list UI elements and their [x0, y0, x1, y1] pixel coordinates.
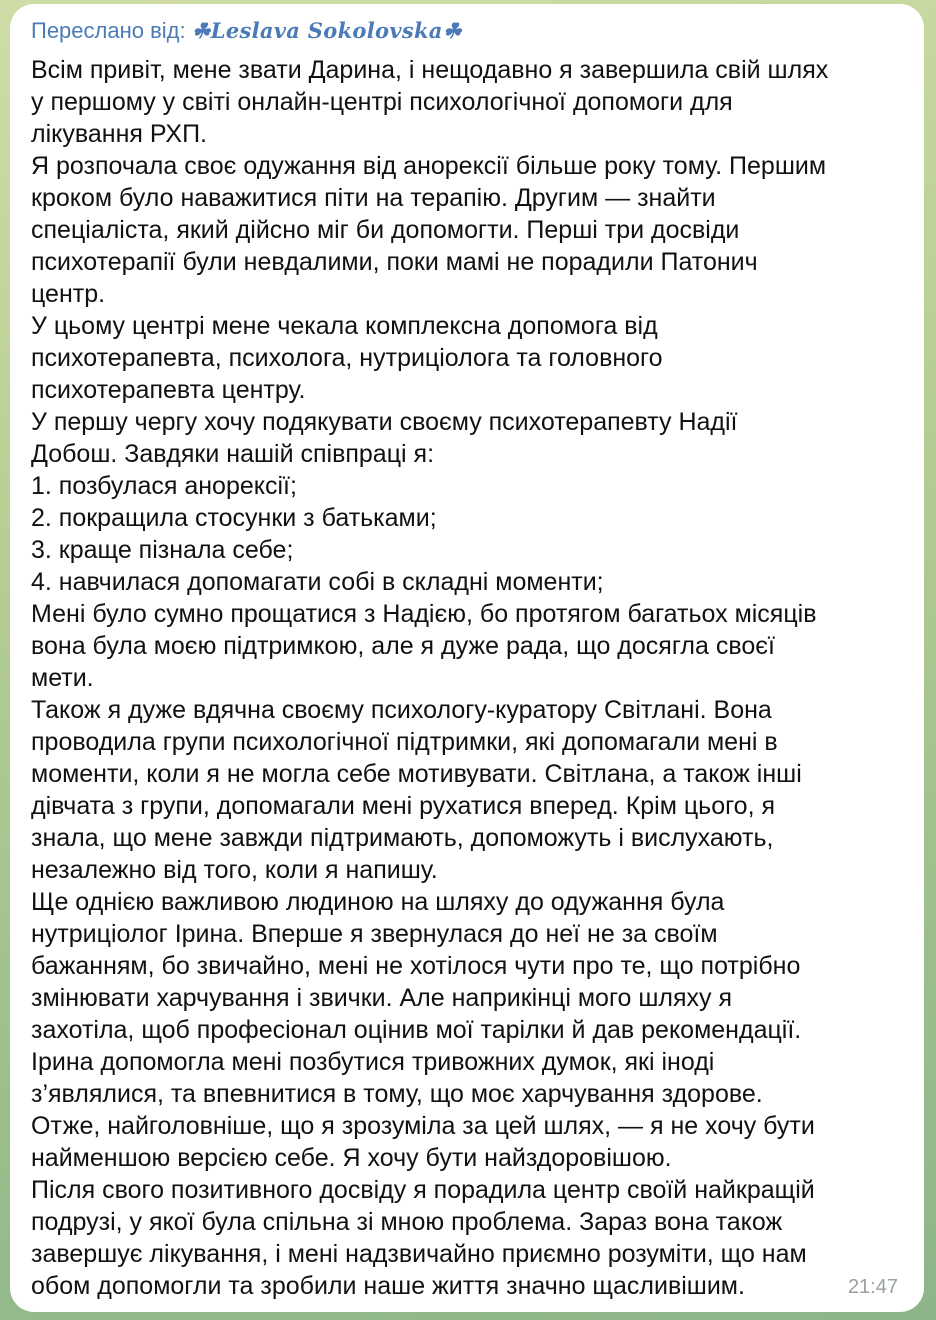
message-line: У цьому центрі мене чекала комплексна допомога від — [31, 312, 658, 340]
message-bubble[interactable] — [10, 4, 924, 1312]
message-line: вона була моєю підтримкою, але я дуже рада, що досягла своєї — [31, 632, 775, 660]
message-timestamp: 21:47 — [847, 1276, 898, 1298]
message-line: Всім привіт, мене звати Дарина, і нещодавно я завершила свій шлях — [31, 56, 829, 84]
message-line: лікування РХП. — [31, 120, 208, 148]
message-line: Я розпочала своє одужання від анорексії більше року тому. Першим — [31, 152, 827, 180]
message-line: захотіла, щоб професіонал оцінив мої тарілки й дав рекомендації. — [31, 1016, 802, 1044]
message-line: знала, що мене завжди підтримають, допоможуть і вислухають, — [31, 824, 774, 852]
message-line: змінювати харчування і звички. Але наприкінці мого шляху я — [31, 984, 733, 1012]
message-line: бажанням, бо звичайно, мені не хотілося чути про те, що потрібно — [31, 952, 801, 980]
message-line: Добош. Завдяки нашій співпраці я: — [31, 440, 435, 468]
forwarded-header[interactable] — [31, 18, 904, 48]
list-item: 2. покращила стосунки з батьками; — [31, 504, 437, 532]
forwarded-sender-name[interactable]: ☘Leslava Sokolovska☘ — [191, 18, 462, 43]
list-item: 4. навчилася допомагати собі в складні моменти; — [31, 568, 604, 596]
forwarded-from-label: Переслано від: — [31, 18, 186, 43]
message-line: обом допомогли та зробили наше життя значно щасливішим. — [31, 1272, 745, 1300]
message-line: психотерапії були невдалими, поки мамі не порадили Патонич — [31, 248, 758, 276]
message-line: У першу чергу хочу подякувати своєму психотерапевту Надії — [31, 408, 738, 436]
message-line: завершує лікування, і мені надзвичайно приємно розуміти, що нам — [31, 1240, 807, 1268]
message-line: подрузі, у якої була спільна зі мною проблема. Зараз вона також — [31, 1208, 783, 1236]
message-line: психотерапевта центру. — [31, 376, 306, 404]
message-line: дівчата з групи, допомагали мені рухатися вперед. Крім цього, я — [31, 792, 775, 820]
message-line: мети. — [31, 664, 94, 692]
message-line: нутриціолог Ірина. Вперше я звернулася до неї не за своїм — [31, 920, 718, 948]
message-line: Ірина допомогла мені позбутися тривожних думок, які іноді — [31, 1048, 715, 1076]
message-line: Після свого позитивного досвіду я порадила центр своїй найкращій — [31, 1176, 815, 1204]
message-line: незалежно від того, коли я напишу. — [31, 856, 438, 884]
message-line: Отже, найголовніше, що я зрозуміла за цей шлях, — я не хочу бути — [31, 1112, 815, 1140]
list-item: 1. позбулася анорексії; — [31, 472, 297, 500]
message-line: центр. — [31, 280, 106, 308]
list-item: 3. краще пізнала себе; — [31, 536, 294, 564]
message-line: психотерапевта, психолога, нутриціолога та головного — [31, 344, 663, 372]
message-line: Мені було сумно прощатися з Надією, бо протягом багатьох місяців — [31, 600, 817, 628]
message-line: кроком було наважитися піти на терапію. Другим — знайти — [31, 184, 716, 212]
message-line: найменшою версією себе. Я хочу бути найздоровішою. — [31, 1144, 672, 1172]
message-line: Також я дуже вдячна своєму психологу-куратору Світлані. Вона — [31, 696, 772, 724]
message-text — [31, 54, 904, 1302]
message-line: з’являлися, та впевнитися в тому, що моє харчування здорове. — [31, 1080, 763, 1108]
message-line: Ще однією важливою людиною на шляху до одужання була — [31, 888, 725, 916]
message-line: проводила групи психологічної підтримки, які допомагали мені в — [31, 728, 778, 756]
message-line: моменти, коли я не могла себе мотивувати. Світлана, а також інші — [31, 760, 802, 788]
message-line: у першому у світі онлайн-центрі психологічної допомоги для — [31, 88, 733, 116]
message-line: спеціаліста, який дійсно міг би допомогти. Перші три досвіди — [31, 216, 740, 244]
